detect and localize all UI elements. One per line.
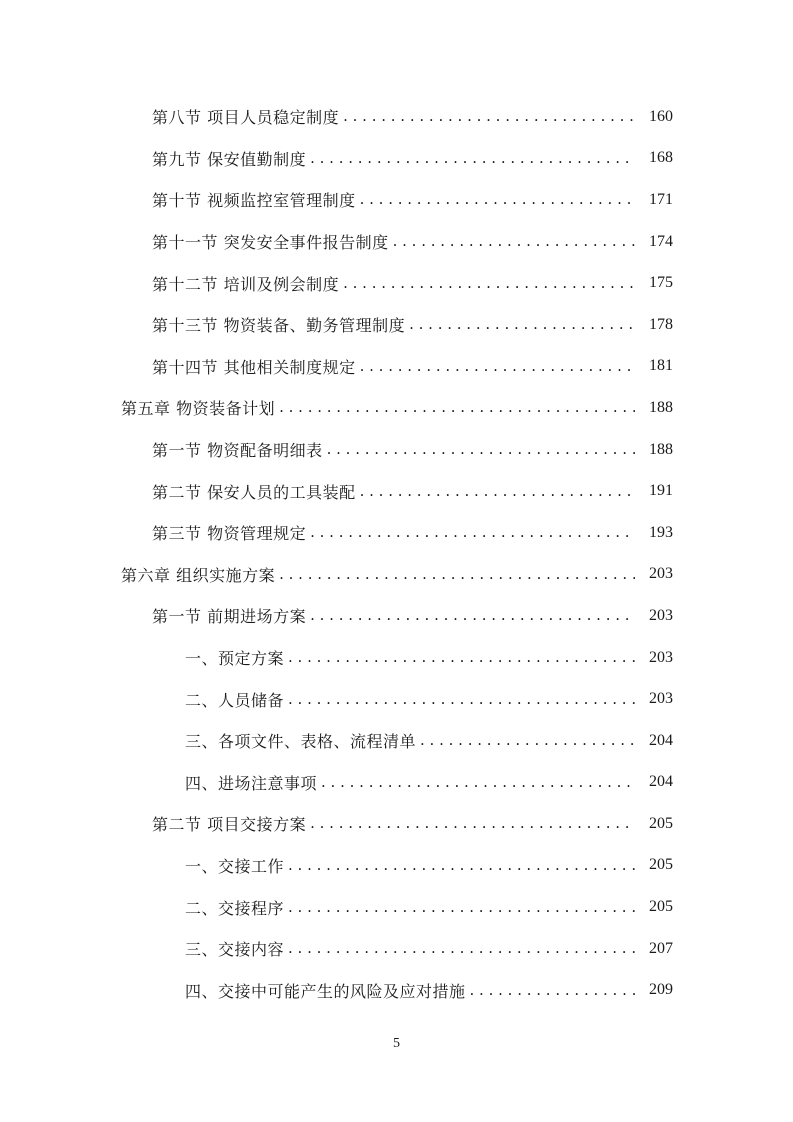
- dot-leader: [310, 525, 635, 540]
- dot-leader: [279, 567, 635, 582]
- toc-entry-subsection[interactable]: [0, 845, 793, 887]
- toc-entry[interactable]: [0, 262, 793, 304]
- toc-entry-page: 168: [649, 149, 673, 167]
- toc-entry-title: 三、各项文件、表格、流程清单: [185, 732, 417, 752]
- toc-entry-subsection[interactable]: [0, 886, 793, 928]
- dot-leader: [321, 775, 635, 790]
- toc-entry[interactable]: [0, 179, 793, 221]
- toc-entry-page: 209: [649, 981, 673, 999]
- toc-entry-page: 204: [649, 731, 673, 749]
- toc-entry-title: 第二节 保安人员的工具装配: [152, 482, 356, 502]
- toc-entry-page: 207: [649, 939, 673, 957]
- toc-entry-page: 205: [649, 856, 673, 874]
- dot-leader: [310, 151, 635, 166]
- toc-entry-title: 第一节 物资配备明细表: [152, 441, 323, 461]
- toc-entry-title: 四、进场注意事项: [185, 773, 318, 793]
- table-of-contents: [0, 96, 793, 1011]
- toc-entry[interactable]: [0, 595, 793, 637]
- toc-entry[interactable]: [0, 512, 793, 554]
- toc-entry-page: 204: [649, 773, 673, 791]
- dot-leader: [288, 650, 635, 665]
- dot-leader: [288, 941, 635, 956]
- toc-entry-title: 第九节 保安值勤制度: [152, 149, 307, 169]
- toc-entry-subsection[interactable]: [0, 969, 793, 1011]
- toc-entry-page: 193: [649, 523, 673, 541]
- dot-leader: [310, 608, 635, 623]
- dot-leader: [288, 858, 635, 873]
- toc-entry-page: 178: [649, 315, 673, 333]
- toc-entry-title: 第五章 物资装备计划: [121, 399, 276, 419]
- toc-entry-title: 第十一节 突发安全事件报告制度: [152, 233, 389, 253]
- toc-entry-page: 188: [649, 440, 673, 458]
- toc-entry-subsection[interactable]: [0, 928, 793, 970]
- toc-entry-title: 第六章 组织实施方案: [121, 565, 276, 585]
- toc-entry[interactable]: [0, 470, 793, 512]
- toc-entry-title: 二、人员储备: [185, 690, 285, 710]
- toc-entry[interactable]: [0, 304, 793, 346]
- toc-entry-title: 第十节 视频监控室管理制度: [152, 191, 356, 211]
- page-number: 5: [393, 1036, 400, 1051]
- toc-entry[interactable]: [0, 429, 793, 471]
- toc-entry-page: 160: [649, 107, 673, 125]
- toc-entry-title: 第十三节 物资装备、勤务管理制度: [152, 316, 406, 336]
- toc-entry[interactable]: [0, 221, 793, 263]
- toc-entry-page: 181: [649, 357, 673, 375]
- toc-entry-title: 第十四节 其他相关制度规定: [152, 357, 356, 377]
- toc-entry-title: 第二节 项目交接方案: [152, 815, 307, 835]
- toc-entry-page: 171: [649, 190, 673, 208]
- toc-entry-page: 203: [649, 690, 673, 708]
- toc-entry[interactable]: [0, 138, 793, 180]
- dot-leader: [288, 900, 635, 915]
- toc-entry-title: 第十二节 培训及例会制度: [152, 274, 340, 294]
- toc-entry-subsection[interactable]: [0, 720, 793, 762]
- dot-leader: [327, 442, 635, 457]
- toc-entry-title: 四、交接中可能产生的风险及应对措施: [185, 981, 466, 1001]
- dot-leader: [360, 192, 635, 207]
- dot-leader: [393, 234, 635, 249]
- toc-entry-page: 205: [649, 898, 673, 916]
- dot-leader: [360, 484, 635, 499]
- toc-entry-page: 188: [649, 398, 673, 416]
- toc-entry-chapter[interactable]: [0, 554, 793, 596]
- toc-entry-page: 191: [649, 482, 673, 500]
- dot-leader: [360, 359, 635, 374]
- toc-entry-title: 三、交接内容: [185, 940, 285, 960]
- dot-leader: [288, 692, 635, 707]
- toc-entry[interactable]: [0, 96, 793, 138]
- toc-entry-title: 一、预定方案: [185, 649, 285, 669]
- dot-leader: [420, 733, 635, 748]
- toc-entry-subsection[interactable]: [0, 678, 793, 720]
- dot-leader: [343, 109, 635, 124]
- toc-entry-chapter[interactable]: [0, 387, 793, 429]
- dot-leader: [310, 816, 635, 831]
- toc-entry-page: 174: [649, 232, 673, 250]
- toc-entry-subsection[interactable]: [0, 637, 793, 679]
- toc-entry-page: 203: [649, 606, 673, 624]
- toc-entry-page: 175: [649, 274, 673, 292]
- toc-entry-title: 二、交接程序: [185, 898, 285, 918]
- toc-entry-subsection[interactable]: [0, 762, 793, 804]
- dot-leader: [343, 276, 635, 291]
- toc-entry[interactable]: [0, 346, 793, 388]
- toc-entry-title: 第一节 前期进场方案: [152, 607, 307, 627]
- toc-entry-title: 第三节 物资管理规定: [152, 524, 307, 544]
- toc-entry-title: 一、交接工作: [185, 856, 285, 876]
- toc-entry-page: 203: [649, 648, 673, 666]
- dot-leader: [279, 400, 635, 415]
- toc-entry-page: 203: [649, 565, 673, 583]
- toc-entry-title: 第八节 项目人员稳定制度: [152, 108, 340, 128]
- dot-leader: [409, 317, 635, 332]
- toc-entry[interactable]: [0, 803, 793, 845]
- toc-entry-page: 205: [649, 814, 673, 832]
- dot-leader: [470, 983, 635, 998]
